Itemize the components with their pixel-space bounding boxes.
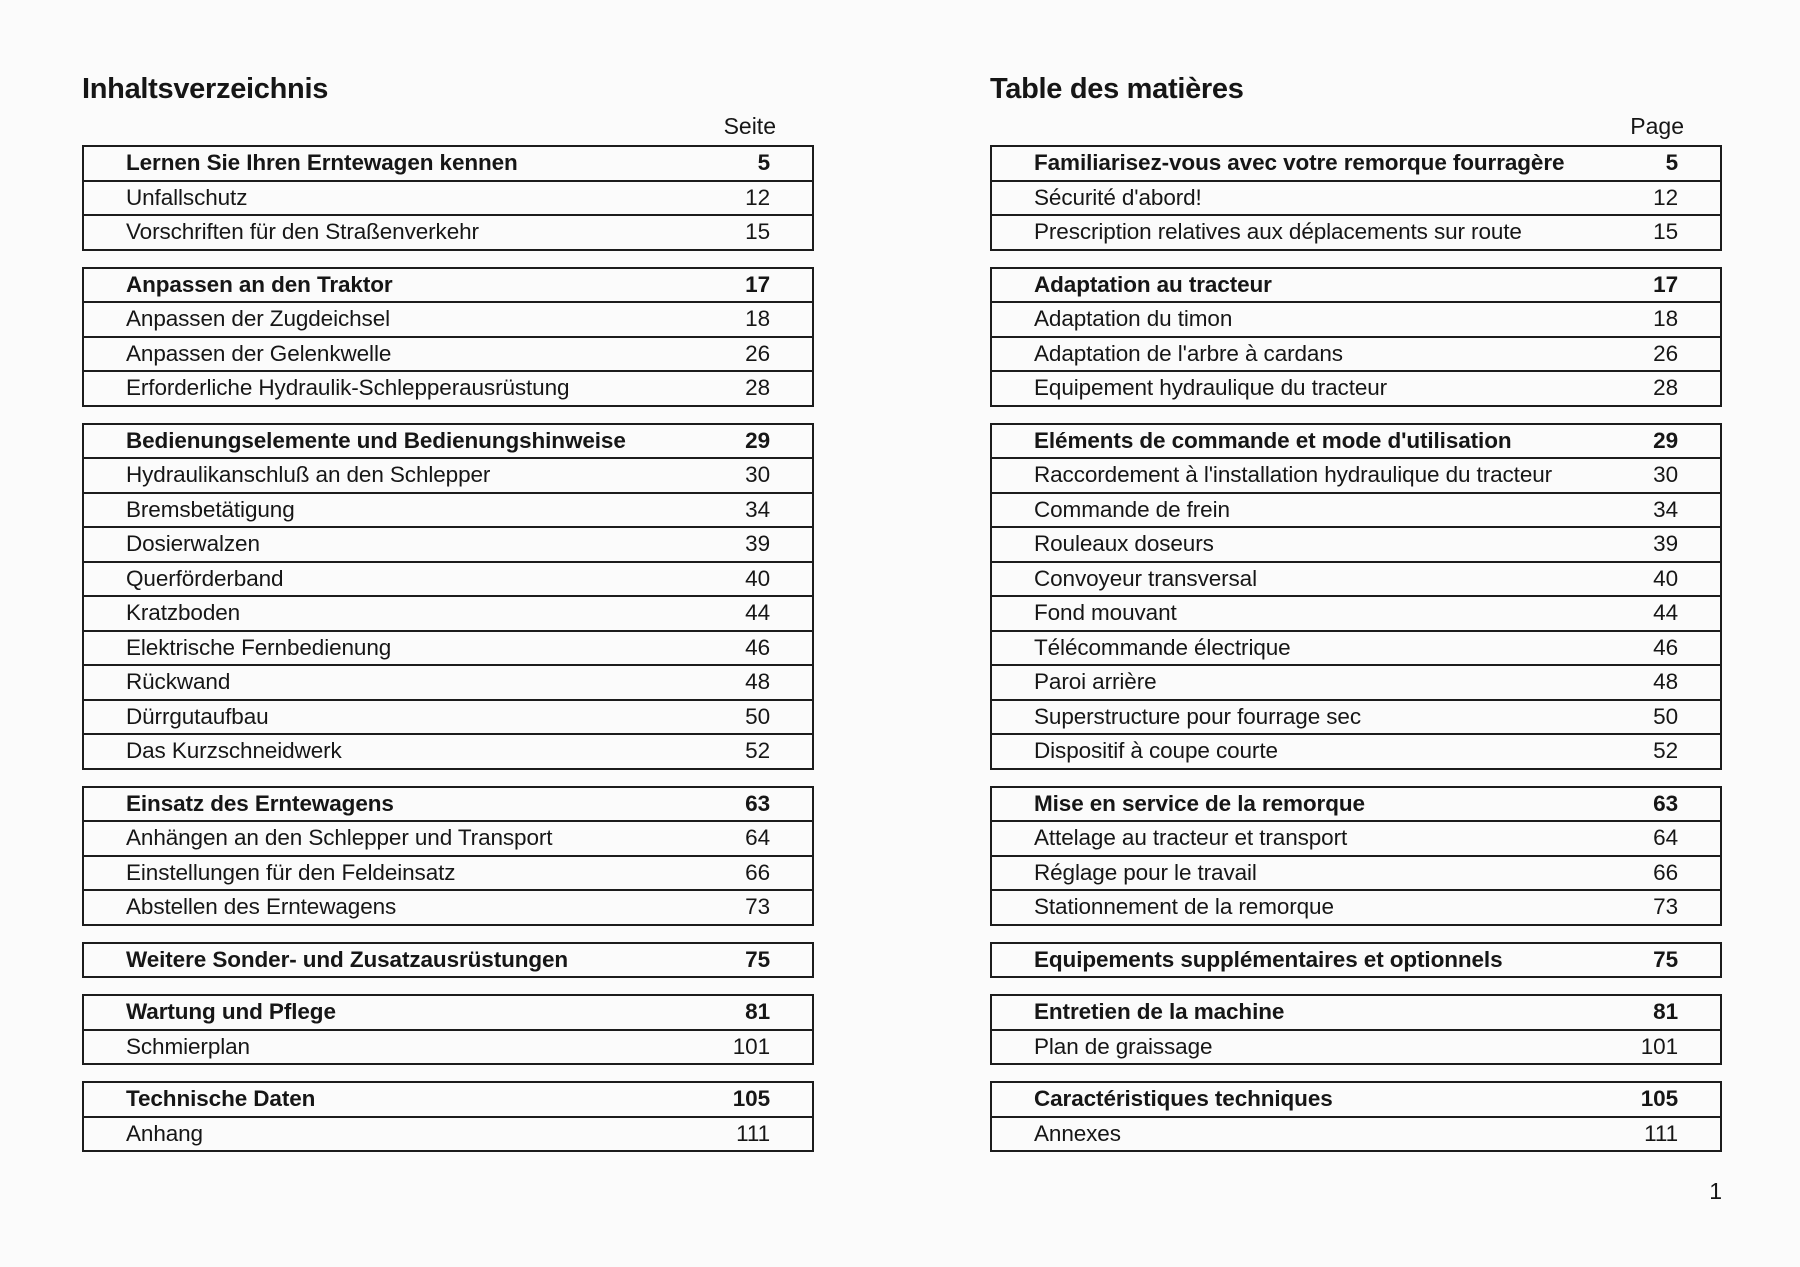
toc-entry-label: Plan de graissage	[1034, 1033, 1213, 1059]
toc-section-heading	[992, 788, 1720, 821]
toc-entry-label: Dispositif à coupe courte	[1034, 738, 1278, 764]
toc-entry	[84, 370, 812, 405]
toc-entry-label: Caractéristiques techniques	[1034, 1086, 1333, 1112]
toc-entry	[992, 664, 1720, 699]
toc-entry-page: 12	[1653, 184, 1678, 210]
toc-section	[82, 994, 814, 1065]
toc-entry-label: Paroi arrière	[1034, 669, 1157, 695]
toc-section-heading	[84, 425, 812, 458]
toc-entry-page: 101	[732, 1033, 770, 1059]
toc-entry-label: Anhang	[126, 1120, 203, 1146]
toc-entry-label: Anpassen der Zugdeichsel	[126, 306, 391, 332]
toc-entry	[84, 561, 812, 596]
toc-entry-label: Adaptation de l'arbre à cardans	[1034, 340, 1343, 366]
toc-entry-label: Erforderliche Hydraulik-Schlepperausrüstung	[126, 375, 570, 401]
toc-entry-label: Convoyeur transversal	[1034, 565, 1257, 591]
toc-entry-page: 75	[745, 946, 770, 972]
toc-entry-page: 66	[1653, 859, 1678, 885]
toc-entry-label: Anhängen an den Schlepper und Transport	[126, 825, 553, 851]
toc-entry-label: Equipement hydraulique du tracteur	[1034, 375, 1388, 401]
toc-entry-page: 73	[745, 894, 770, 920]
toc-entry	[84, 855, 812, 890]
toc-entry-page: 52	[745, 738, 770, 764]
toc-section	[990, 267, 1722, 407]
toc-entry	[992, 336, 1720, 371]
page-number: 1	[1709, 1178, 1722, 1204]
toc-entry-page: 30	[745, 462, 770, 488]
toc-section	[990, 1081, 1722, 1152]
toc-entry-label: Lernen Sie Ihren Erntewagen kennen	[126, 150, 518, 176]
toc-entry	[992, 1029, 1720, 1064]
toc-entry-page: 40	[1653, 565, 1678, 591]
toc-entry	[84, 664, 812, 699]
toc-entry-label: Einsatz des Erntewagens	[126, 790, 394, 816]
toc-entry-label: Adaptation au tracteur	[1034, 271, 1272, 297]
toc-section	[82, 267, 814, 407]
toc-entry-page: 66	[745, 859, 770, 885]
toc-entry	[992, 855, 1720, 890]
toc-entry-label: Dürrgutaufbau	[126, 703, 269, 729]
toc-entry-label: Einstellungen für den Feldeinsatz	[126, 859, 456, 885]
toc-section-heading	[84, 996, 812, 1029]
toc-entry-page: 81	[1653, 999, 1678, 1025]
toc-entry-page: 46	[1653, 634, 1678, 660]
toc-entry-page: 39	[745, 531, 770, 557]
toc-entry-label: Attelage au tracteur et transport	[1034, 825, 1348, 851]
toc-section-heading	[84, 788, 812, 821]
toc-entry-page: 30	[1653, 462, 1678, 488]
toc-section	[82, 423, 814, 770]
toc-entry	[84, 214, 812, 249]
toc-entry-label: Rouleaux doseurs	[1034, 531, 1214, 557]
toc-entry-label: Technische Daten	[126, 1086, 316, 1112]
toc-section	[82, 1081, 814, 1152]
toc-entry	[84, 180, 812, 215]
toc-entry-page: 105	[1640, 1086, 1678, 1112]
toc-entry-page: 26	[1653, 340, 1678, 366]
page-column-label: Seite	[723, 113, 776, 139]
toc-entry-page: 34	[1653, 496, 1678, 522]
toc-section	[990, 786, 1722, 926]
toc-entry-page: 48	[745, 669, 770, 695]
toc-entry	[84, 1029, 812, 1064]
toc-entry	[992, 733, 1720, 768]
toc-entry-label: Bremsbetätigung	[126, 496, 295, 522]
toc-entry-page: 18	[745, 306, 770, 332]
toc-section	[990, 994, 1722, 1065]
toc-entry	[992, 214, 1720, 249]
toc-entry-label: Eléments de commande et mode d'utilisation	[1034, 427, 1512, 453]
toc-section-heading	[84, 944, 812, 977]
toc-entry	[84, 336, 812, 371]
toc-entry	[84, 699, 812, 734]
toc-entry-label: Stationnement de la remorque	[1034, 894, 1334, 920]
toc-title: Inhaltsverzeichnis	[82, 73, 329, 105]
toc-german	[82, 72, 814, 1168]
toc-entry-page: 52	[1653, 738, 1678, 764]
toc-entry-page: 28	[1653, 375, 1678, 401]
toc-entry-label: Superstructure pour fourrage sec	[1034, 703, 1361, 729]
toc-entry	[992, 301, 1720, 336]
toc-entry-page: 34	[745, 496, 770, 522]
toc-entry-page: 26	[745, 340, 770, 366]
toc-entry-label: Weitere Sonder- und Zusatzausrüstungen	[126, 946, 569, 972]
toc-section-heading	[992, 147, 1720, 180]
toc-entry-page: 50	[1653, 703, 1678, 729]
toc-entry-page: 18	[1653, 306, 1678, 332]
toc-entry-page: 29	[1653, 427, 1678, 453]
toc-entry-label: Abstellen des Erntewagens	[126, 894, 397, 920]
toc-entry-page: 5	[757, 150, 770, 176]
toc-entry-page: 28	[745, 375, 770, 401]
toc-section-heading	[992, 944, 1720, 977]
toc-entry	[84, 301, 812, 336]
toc-section-heading	[84, 1083, 812, 1116]
toc-entry-label: Querförderband	[126, 565, 284, 591]
toc-entry-label: Hydraulikanschluß an den Schlepper	[126, 462, 491, 488]
toc-entry-label: Bedienungselemente und Bedienungshinweise	[126, 427, 626, 453]
toc-entry	[992, 595, 1720, 630]
toc-entry-label: Familiarisez-vous avec votre remorque fourragère	[1034, 150, 1565, 176]
toc-section	[82, 145, 814, 251]
toc-entry-page: 111	[736, 1120, 770, 1146]
toc-entry-label: Fond mouvant	[1034, 600, 1177, 626]
toc-entry	[992, 526, 1720, 561]
toc-section	[990, 423, 1722, 770]
toc-entry-label: Equipements supplémentaires et optionnels	[1034, 946, 1503, 972]
toc-entry-label: Commande de frein	[1034, 496, 1230, 522]
toc-entry	[84, 820, 812, 855]
toc-entry-page: 105	[732, 1086, 770, 1112]
toc-entry	[992, 820, 1720, 855]
toc-entry-page: 75	[1653, 946, 1678, 972]
toc-entry-label: Wartung und Pflege	[126, 999, 336, 1025]
toc-section	[990, 942, 1722, 979]
toc-entry-page: 64	[1653, 825, 1678, 851]
toc-entry-page: 63	[1653, 790, 1678, 816]
page-column-label: Page	[1630, 113, 1684, 139]
toc-entry-page: 81	[745, 999, 770, 1025]
toc-section-heading	[992, 425, 1720, 458]
toc-entry	[992, 699, 1720, 734]
toc-entry-label: Dosierwalzen	[126, 531, 260, 557]
toc-entry-page: 48	[1653, 669, 1678, 695]
toc-entry-page: 50	[745, 703, 770, 729]
toc-section	[990, 145, 1722, 251]
toc-entry	[992, 1116, 1720, 1151]
toc-entry-page: 15	[1653, 219, 1678, 245]
toc-section-heading	[84, 269, 812, 302]
toc-entry	[992, 889, 1720, 924]
toc-entry	[84, 457, 812, 492]
toc-entry-label: Mise en service de la remorque	[1034, 790, 1365, 816]
toc-section	[82, 942, 814, 979]
toc-title: Table des matières	[990, 73, 1244, 105]
toc-entry	[84, 492, 812, 527]
toc-entry	[84, 1116, 812, 1151]
toc-groups	[990, 145, 1722, 1152]
toc-entry-page: 101	[1640, 1033, 1678, 1059]
toc-entry-label: Schmierplan	[126, 1033, 250, 1059]
toc-entry-page: 40	[745, 565, 770, 591]
toc-entry-page: 15	[745, 219, 770, 245]
toc-entry-label: Kratzboden	[126, 600, 241, 626]
toc-entry-page: 73	[1653, 894, 1678, 920]
toc-section-heading	[992, 996, 1720, 1029]
toc-entry-page: 29	[745, 427, 770, 453]
toc-entry-label: Vorschriften für den Straßenverkehr	[126, 219, 479, 245]
toc-entry-label: Das Kurzschneidwerk	[126, 738, 342, 764]
toc-entry-page: 44	[745, 600, 770, 626]
toc-entry-page: 63	[745, 790, 770, 816]
toc-entry-page: 39	[1653, 531, 1678, 557]
toc-entry-page: 17	[745, 271, 770, 297]
toc-entry	[84, 889, 812, 924]
toc-entry	[992, 180, 1720, 215]
toc-entry	[992, 561, 1720, 596]
toc-entry-label: Entretien de la machine	[1034, 999, 1285, 1025]
toc-entry-label: Rückwand	[126, 669, 231, 695]
toc-entry-label: Anpassen an den Traktor	[126, 271, 393, 297]
toc-entry-page: 64	[745, 825, 770, 851]
toc-entry-page: 44	[1653, 600, 1678, 626]
toc-section-heading	[992, 269, 1720, 302]
toc-entry-label: Unfallschutz	[126, 184, 248, 210]
toc-entry-label: Télécommande électrique	[1034, 634, 1291, 660]
toc-groups	[82, 145, 814, 1152]
toc-entry	[992, 492, 1720, 527]
toc-entry-label: Réglage pour le travail	[1034, 859, 1257, 885]
toc-entry	[992, 457, 1720, 492]
toc-entry	[992, 370, 1720, 405]
toc-section-heading	[992, 1083, 1720, 1116]
toc-entry-page: 5	[1665, 150, 1678, 176]
toc-entry-page: 17	[1653, 271, 1678, 297]
toc-entry-page: 46	[745, 634, 770, 660]
toc-entry	[84, 595, 812, 630]
toc-entry-label: Prescription relatives aux déplacements sur route	[1034, 219, 1522, 245]
toc-entry-page: 12	[745, 184, 770, 210]
toc-entry	[84, 733, 812, 768]
toc-section	[82, 786, 814, 926]
toc-entry-label: Elektrische Fernbedienung	[126, 634, 392, 660]
toc-entry	[84, 526, 812, 561]
toc-entry	[84, 630, 812, 665]
toc-entry	[992, 630, 1720, 665]
toc-entry-page: 111	[1644, 1120, 1678, 1146]
toc-entry-label: Sécurité d'abord!	[1034, 184, 1202, 210]
toc-entry-label: Raccordement à l'installation hydraulique du tracteur	[1034, 462, 1553, 488]
toc-section-heading	[84, 147, 812, 180]
toc-french	[990, 72, 1722, 1168]
toc-entry-label: Adaptation du timon	[1034, 306, 1233, 332]
toc-entry-label: Anpassen der Gelenkwelle	[126, 340, 392, 366]
toc-entry-label: Annexes	[1034, 1120, 1121, 1146]
